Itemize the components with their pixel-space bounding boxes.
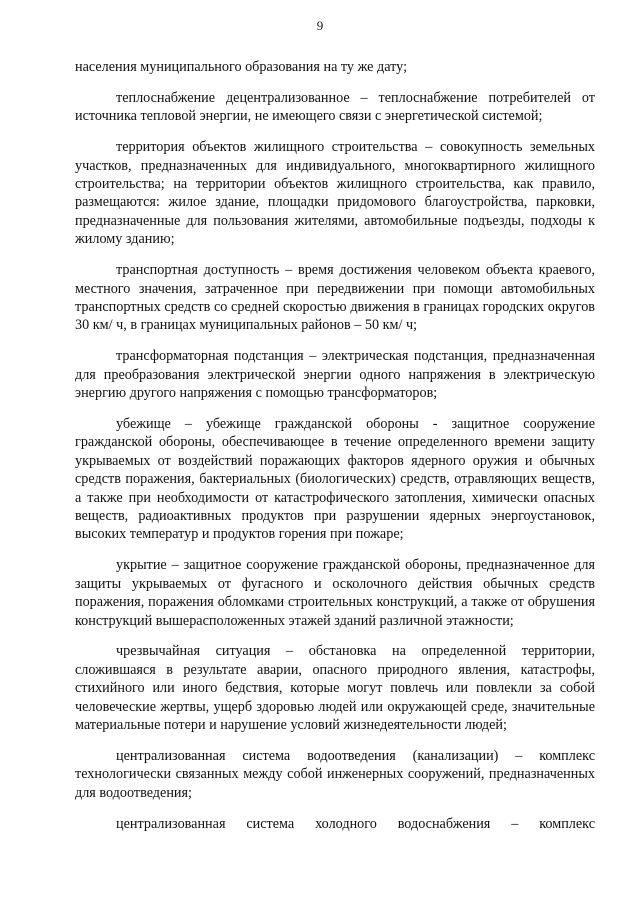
paragraph-definition-shelter: убежище – убежище гражданской обороны - защитное сооружение гражданской обороны, обеспечивающее в течение определенного времени защиту укрываемых от воздействий поражающих факторов ядерного оружия и обычных средств поражения, бактериальных (биологических) средств, отравляющих веществ, а также при необходимости от катастрофического затопления, химически опасных веществ, радиоактивных продуктов при разрушении ядерных энергоустановок, высоких температур и продуктов горения при пожаре; — [75, 416, 595, 543]
paragraph-definition-sewerage-system: централизованная система водоотведения (канализации) – комплекс технологически связанных между собой инженерных сооружений, предназначенных для водоотведения; — [75, 748, 595, 801]
paragraph-continuation: населения муниципального образования на ту же дату; — [75, 59, 408, 75]
paragraph-definition-transformer-substation: трансформаторная подстанция – электрическая подстанция, предназначенная для преобразования электрической энергии одного напряжения в электрическую энергию другого напряжения с помощью трансформаторов; — [75, 348, 595, 402]
page-number: 9 — [316, 18, 324, 33]
paragraph-definition-water-supply-system: централизованная система холодного водоснабжения – комплекс — [116, 815, 595, 832]
paragraph-definition-cover: укрытие – защитное сооружение гражданской обороны, предназначенное для защиты укрываемых от фугасного и осколочного действия обычных средств поражения, поражения обломками строительных конструкций, а также от обрушения конструкций вышерасположенных этажей зданий различной этажности; — [75, 557, 595, 629]
paragraph-definition-decentralized-heating: теплоснабжение децентрализованное – теплоснабжение потребителей от источника тепловой энергии, не имеющего связи с энергетической системой; — [75, 89, 595, 125]
paragraph-definition-emergency: чрезвычайная ситуация – обстановка на определенной территории, сложившаяся в результате аварии, опасного природного явления, катастрофы, стихийного или иного бедствия, которые могут повлечь или повлекли за собой человеческие жертвы, ущерб здоровью людей или окружающей среде, значительные материальные потери и нарушение условий жизнедеятельности людей; — [75, 643, 595, 734]
paragraph-definition-housing-territory: территория объектов жилищного строительства – совокупность земельных участков, предназначенных для индивидуального, многоквартирного жилищного строительства; на территории объектов жилищного строительства, как правило, размещаются: жилое здание, площадки придомового благоустройства, парковки, предназначенные для пользования жителями, автомобильные подъезды, подходы к жилому зданию; — [75, 139, 595, 248]
document-body — [75, 58, 595, 846]
paragraph-definition-transport-accessibility: транспортная доступность – время достижения человеком объекта краевого, местного значения, затраченное при передвижении при помощи автомобильных транспортных средств со средней скоростью движения в границах городских округов 30 км/ ч, в границах муниципальных районов – 50 км/ ч; — [75, 262, 595, 334]
